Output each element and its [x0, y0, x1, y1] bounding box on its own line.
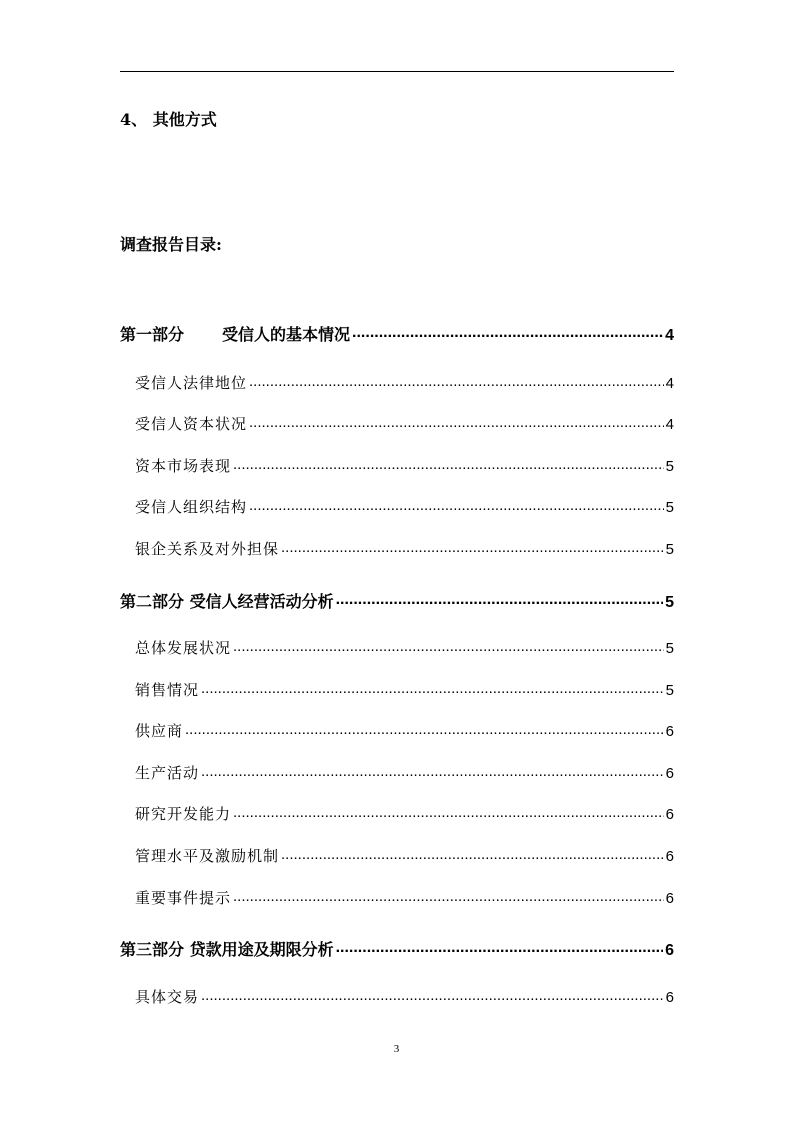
page-number: 3 [393, 1043, 400, 1055]
toc-page-number: 5 [665, 682, 674, 699]
toc-entry-title: 受信人资本状况 [135, 415, 248, 433]
toc-entry[interactable] [120, 322, 674, 345]
dot-leader [249, 497, 664, 512]
toc-entry-title: 银企关系及对外担保 [135, 540, 280, 558]
dot-leader [336, 591, 664, 607]
toc-page-number: 6 [665, 848, 674, 865]
dot-leader [185, 721, 664, 736]
dot-leader [201, 987, 664, 1002]
toc-page-number: 5 [665, 458, 674, 475]
dot-leader [201, 763, 664, 778]
toc-page-number: 5 [665, 499, 674, 516]
toc-entry-title: 受信人组织结构 [135, 498, 248, 516]
toc-entry[interactable] [120, 845, 674, 866]
toc-entry[interactable] [120, 372, 674, 393]
toc-page-number: 5 [665, 640, 674, 657]
toc-entry[interactable] [120, 803, 674, 824]
toc-entry-title: 总体发展状况 [135, 639, 232, 657]
toc-entry[interactable] [120, 679, 674, 700]
toc-page-number: 4 [665, 416, 674, 433]
toc-entry-title: 受信人法律地位 [135, 374, 248, 392]
toc-entry[interactable] [120, 637, 674, 658]
dot-leader [336, 939, 664, 955]
toc-entry[interactable] [120, 720, 674, 741]
toc-entry[interactable] [120, 538, 674, 559]
toc-page-number: 5 [665, 541, 674, 558]
toc-entry-title: 第二部分 受信人经营活动分析 [120, 592, 334, 611]
toc-entry-title: 销售情况 [135, 681, 200, 699]
toc-heading: 调查报告目录: [120, 235, 222, 254]
toc-page-number: 6 [665, 989, 674, 1006]
toc-entry[interactable] [120, 413, 674, 434]
dot-leader [233, 456, 664, 471]
section-heading: 4、 其他方式 [120, 110, 217, 129]
toc-entry-title: 第三部分 贷款用途及期限分析 [120, 940, 334, 959]
toc-entry-title: 研究开发能力 [135, 805, 232, 823]
dot-leader [249, 373, 664, 388]
dot-leader [352, 324, 663, 340]
toc-page-number: 4 [665, 327, 674, 344]
toc-page-number: 5 [665, 594, 674, 611]
dot-leader [249, 414, 664, 429]
toc-entry-title: 具体交易 [135, 988, 200, 1006]
toc-entry-title: 资本市场表现 [135, 457, 232, 475]
toc-entry-title: 生产活动 [135, 764, 200, 782]
dot-leader [233, 888, 664, 903]
dot-leader [233, 804, 664, 819]
dot-leader [281, 846, 664, 861]
header-rule [120, 71, 674, 72]
toc-page-number: 6 [665, 942, 674, 959]
toc-entry[interactable] [120, 589, 674, 612]
toc-page-number: 6 [665, 765, 674, 782]
toc-page-number: 6 [665, 806, 674, 823]
toc-page-number: 6 [665, 723, 674, 740]
toc-entry-title: 供应商 [135, 722, 184, 740]
toc-entry-title: 受信人的基本情况 [222, 325, 351, 344]
toc-entry[interactable] [120, 937, 674, 960]
dot-leader [201, 680, 664, 695]
toc-entry-title: 管理水平及激励机制 [135, 847, 280, 865]
toc-entry[interactable] [120, 762, 674, 783]
toc-page-number: 6 [665, 890, 674, 907]
toc-part-label: 第一部分 [120, 325, 185, 344]
toc-entry[interactable] [120, 887, 674, 908]
toc-entry-title: 重要事件提示 [135, 889, 232, 907]
toc-page-number: 4 [665, 375, 674, 392]
toc-entry[interactable] [120, 455, 674, 476]
dot-leader [281, 539, 664, 554]
toc-entry[interactable] [120, 986, 674, 1007]
toc-entry[interactable] [120, 496, 674, 517]
dot-leader [233, 638, 664, 653]
